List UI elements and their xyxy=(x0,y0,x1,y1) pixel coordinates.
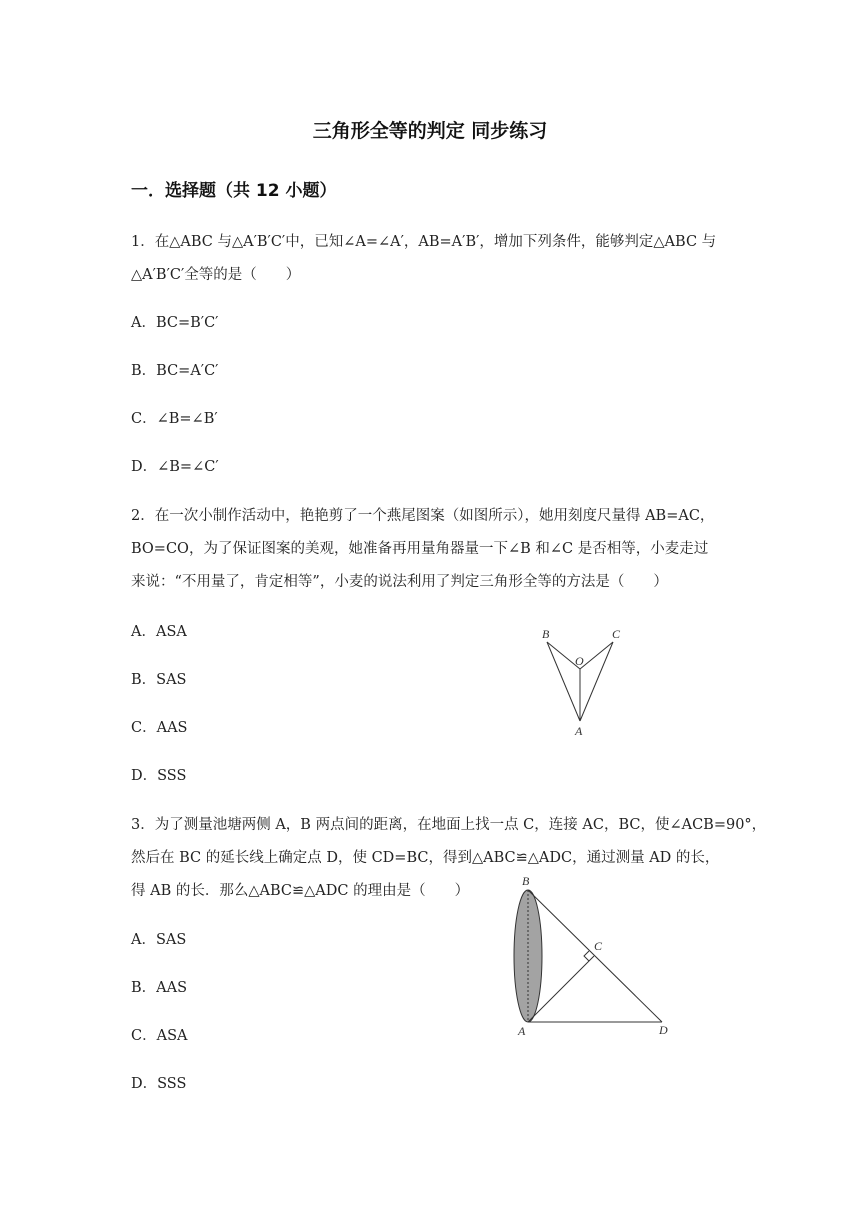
document-title: 三角形全等的判定 同步练习 xyxy=(312,120,548,142)
q3-option-c: C．ASA xyxy=(131,1028,188,1044)
q3-option-d: D．SSS xyxy=(131,1076,187,1092)
q3-option-b: B．AAS xyxy=(131,980,188,996)
q2-option-b: B．SAS xyxy=(131,672,187,688)
label-c: C xyxy=(612,627,621,641)
label-c: C xyxy=(594,939,603,953)
segment-co xyxy=(580,642,613,669)
q2-stem-line-1: 2．在一次小制作活动中，艳艳剪了一个燕尾图案（如图所示），她用刻度尺量得 AB=AC， xyxy=(131,508,715,524)
q3-option-a: A．SAS xyxy=(131,932,187,948)
section-heading: 一．选择题（共 12 小题） xyxy=(131,181,337,201)
q2-stem-line-3: 来说：“不用量了，肯定相等”，小麦的说法利用了判定三角形全等的方法是（ ） xyxy=(131,574,668,590)
label-a: A xyxy=(575,724,583,738)
q1-option-a: A．BC=B′C′ xyxy=(131,315,219,331)
q3-stem-line-3: 得 AB 的长．那么△ABC≌△ADC 的理由是（ ） xyxy=(131,883,470,899)
swallowtail-figure xyxy=(530,622,640,744)
segment-ca xyxy=(580,642,613,721)
q3-stem-line-2: 然后在 BC 的延长线上确定点 D，使 CD=BC，得到△ABC≌△ADC，通过测量 AD 的长， xyxy=(131,850,720,866)
q2-stem-line-2: BO=CO，为了保证图案的美观，她准备再用量角器量一下∠B 和∠C 是否相等，小麦走过 xyxy=(131,541,709,557)
q1-stem-line-1: 1．在△ABC 与△A′B′C′中，已知∠A=∠A′，AB=A′B′，增加下列条件，能够判定△ABC 与 xyxy=(131,234,717,250)
pond-figure xyxy=(505,870,675,1040)
right-angle-mark xyxy=(584,951,589,961)
label-d: D xyxy=(659,1023,668,1037)
q1-option-c: C．∠B=∠B′ xyxy=(131,411,218,427)
q1-option-b: B．BC=A′C′ xyxy=(131,363,219,379)
q3-stem-line-1: 3．为了测量池塘两侧 A，B 两点间的距离，在地面上找一点 C，连接 AC，BC，使∠ACB=90°， xyxy=(131,817,767,833)
q1-option-d: D．∠B=∠C′ xyxy=(131,459,219,475)
q2-option-a: A．ASA xyxy=(131,624,187,640)
q2-option-d: D．SSS xyxy=(131,768,187,784)
label-b: B xyxy=(542,627,550,641)
label-a: A xyxy=(518,1024,526,1038)
label-o: O xyxy=(575,654,584,668)
label-b: B xyxy=(522,874,530,888)
q1-stem-line-2: △A′B′C′全等的是（ ） xyxy=(131,267,301,283)
q2-option-c: C．AAS xyxy=(131,720,188,736)
